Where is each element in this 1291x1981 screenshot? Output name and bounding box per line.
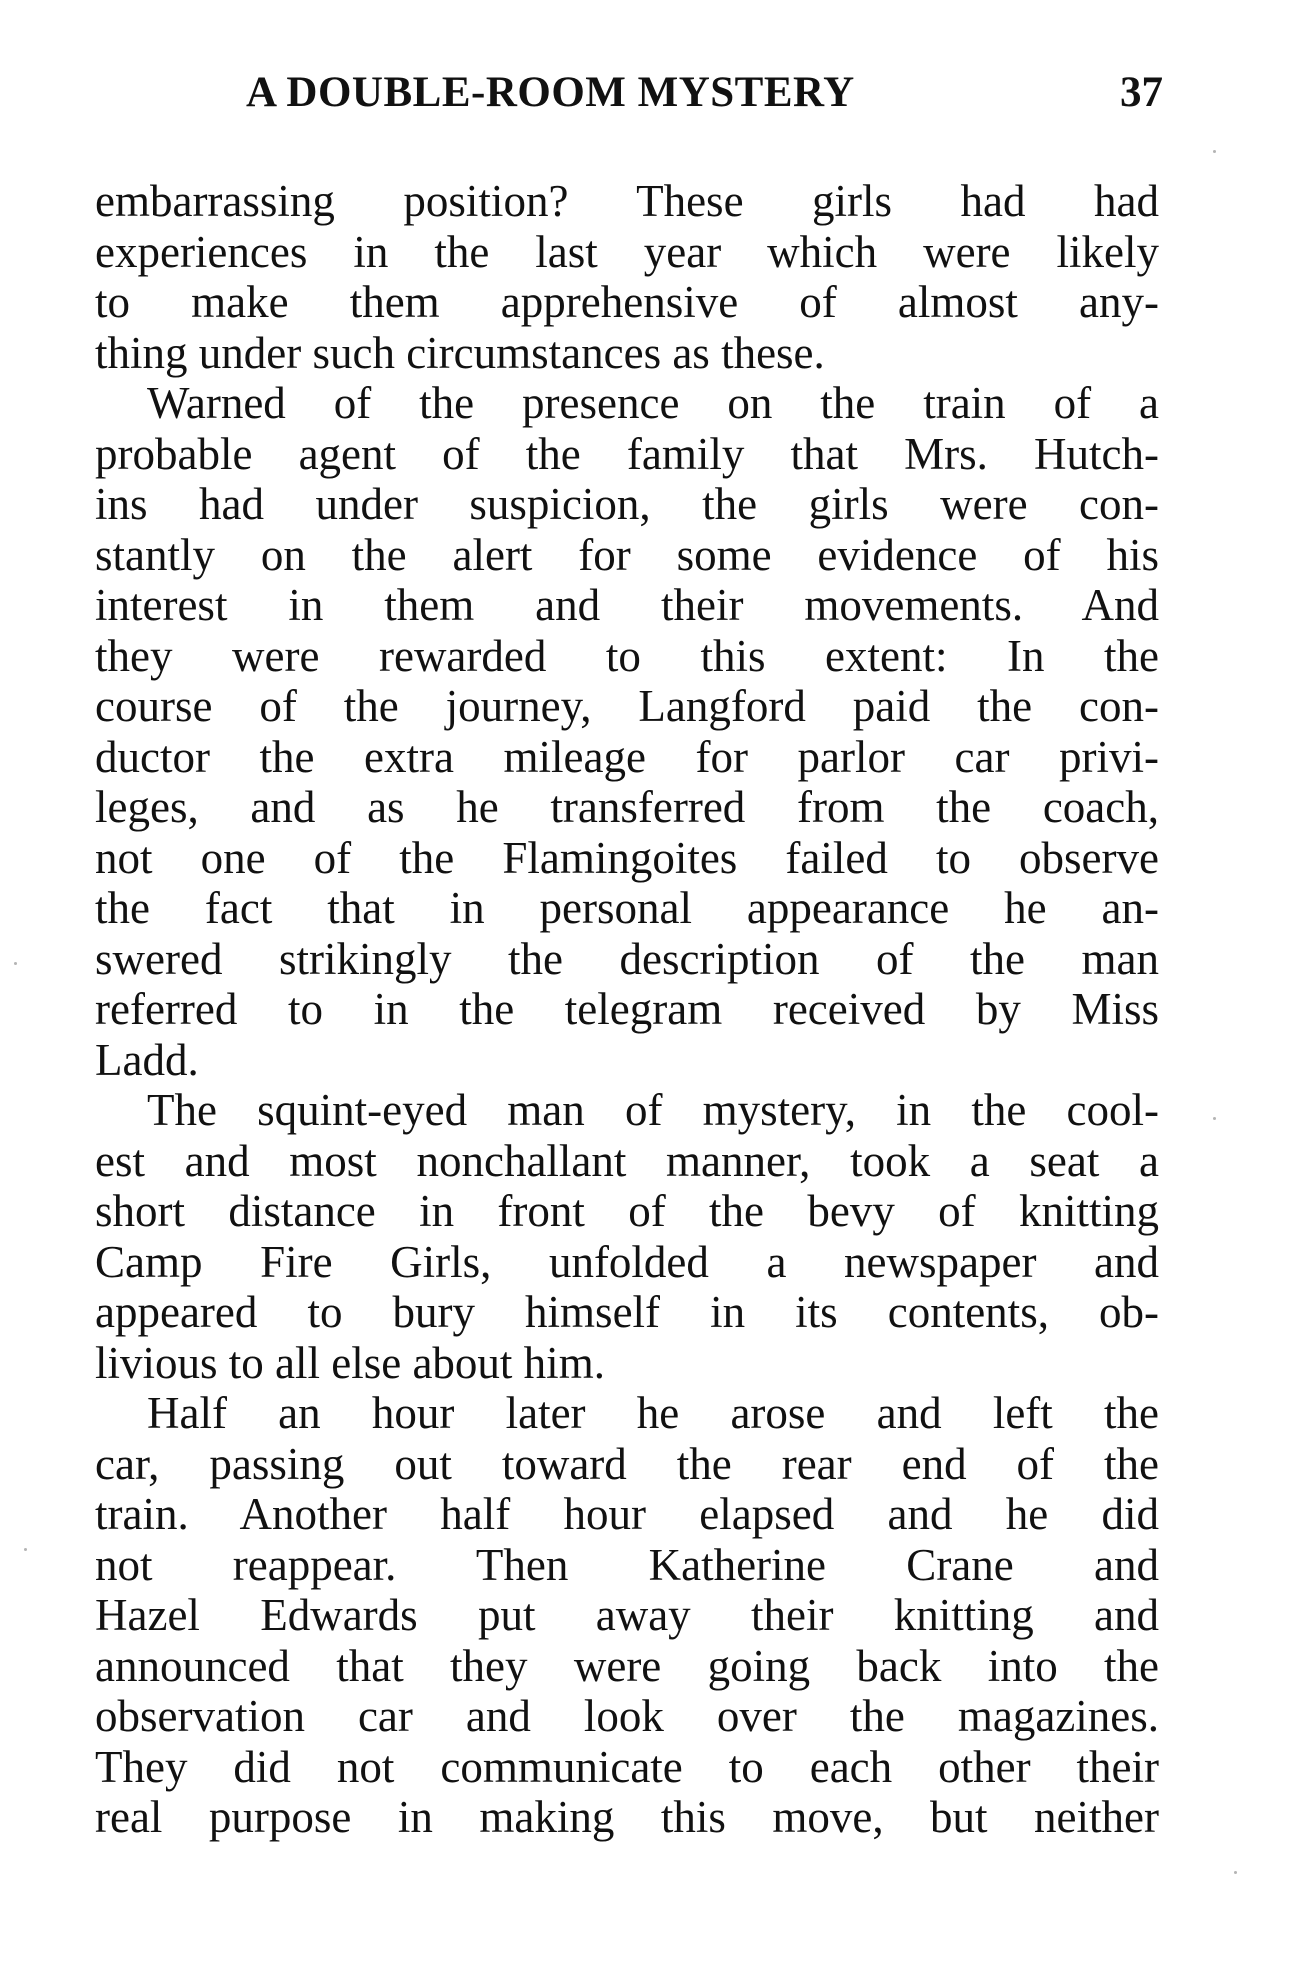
text-line: course of the journey, Langford paid the con-: [95, 681, 1159, 731]
text-line: not one of the Flamingoites failed to observe: [95, 832, 1159, 883]
text-line: Warned of the presence on the train of a: [147, 378, 1159, 428]
running-title: A DOUBLE-ROOM MYSTERY: [246, 69, 855, 116]
print-speck: [1234, 1871, 1237, 1874]
text-line: short distance in front of the bevy of knitting: [95, 1186, 1159, 1236]
text-line: probable agent of the family that Mrs. Hutch-: [95, 428, 1159, 479]
text-line: not reappear. Then Katherine Crane and: [95, 1539, 1159, 1590]
text-line: referred to in the telegram received by Miss: [95, 984, 1159, 1034]
text-line: Hazel Edwards put away their knitting and: [95, 1590, 1159, 1640]
text-line: train. Another half hour elapsed and he did: [95, 1489, 1159, 1539]
text-line: swered strikingly the description of the man: [95, 933, 1159, 984]
text-line: announced that they were going back into the: [95, 1640, 1159, 1691]
text-line: ductor the extra mileage for parlor car privi-: [95, 731, 1159, 782]
print-speck: [24, 1548, 27, 1551]
text-line: ins had under suspicion, the girls were con-: [95, 479, 1159, 529]
text-line: experiences in the last year which were likely: [95, 226, 1159, 277]
print-speck: [1213, 1117, 1216, 1120]
text-line: car, passing out toward the rear end of the: [95, 1438, 1159, 1489]
text-line: Ladd.: [95, 1034, 199, 1085]
text-line: They did not communicate to each other their: [95, 1741, 1159, 1792]
text-line: The squint-eyed man of mystery, in the cool-: [147, 1085, 1159, 1135]
text-line: Camp Fire Girls, unfolded a newspaper and: [95, 1236, 1159, 1287]
print-speck: [1213, 150, 1216, 153]
text-line: stantly on the alert for some evidence of his: [95, 529, 1159, 580]
text-line: to make them apprehensive of almost any-: [95, 277, 1159, 327]
text-line: observation car and look over the magazines.: [95, 1691, 1159, 1741]
text-line: leges, and as he transferred from the coach,: [95, 782, 1159, 832]
text-line: livious to all else about him.: [95, 1337, 605, 1388]
print-speck: [14, 962, 17, 965]
running-head: [96, 68, 1163, 124]
text-line: appeared to bury himself in its contents, ob-: [95, 1287, 1159, 1337]
page-number: 37: [1120, 69, 1163, 116]
text-line: the fact that in personal appearance he an-: [95, 883, 1159, 933]
text-line: est and most nonchallant manner, took a seat a: [95, 1135, 1159, 1186]
body-text: [95, 176, 1159, 1843]
text-line: interest in them and their movements. And: [95, 580, 1159, 630]
text-line: Half an hour later he arose and left the: [147, 1388, 1159, 1438]
text-line: real purpose in making this move, but neither: [95, 1792, 1159, 1842]
text-line: embarrassing position? These girls had had: [95, 176, 1159, 226]
text-line: they were rewarded to this extent: In the: [95, 630, 1159, 681]
text-line: thing under such circumstances as these.: [95, 327, 825, 378]
